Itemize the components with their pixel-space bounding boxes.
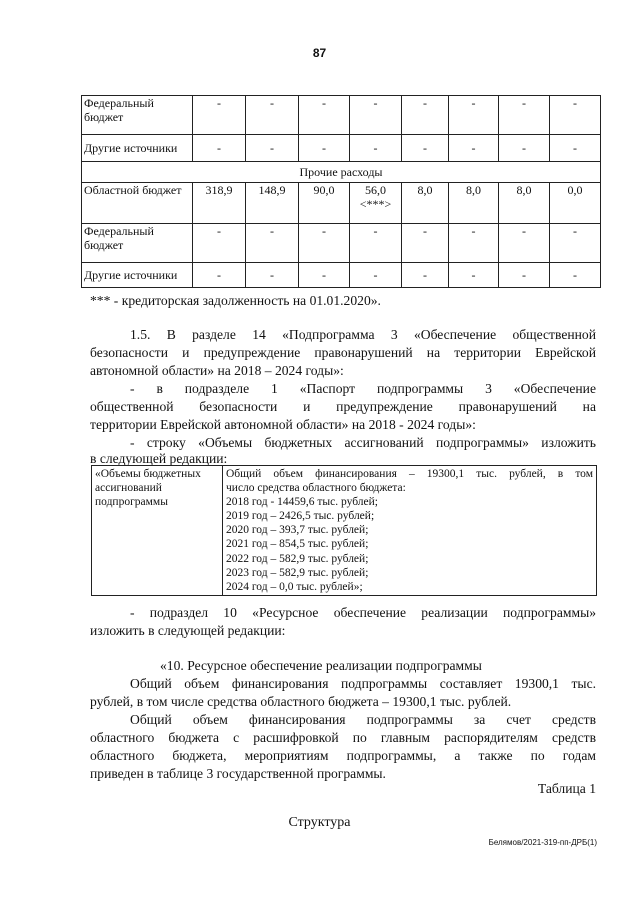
table-cell: - <box>550 224 601 263</box>
paragraph-line: изложить в следующей редакции: <box>90 623 286 638</box>
paragraph-line: Общий объем финансирования подпрограммы за счет средств <box>130 712 596 727</box>
table-cell: - <box>499 224 550 263</box>
table-cell: - <box>402 96 449 135</box>
footnote-ref: <***> <box>359 197 392 211</box>
table-cell: 148,9 <box>246 183 299 224</box>
row-label: Федеральный бюджет <box>82 224 193 263</box>
table-cell-value: Общий объем финансирования – 19300,1 тыс. рублей, в том число средства областного бюджета: 2018 год - 14459,6 тыс. рублей; 2019 год – 2426,5 тыс. рублей; 2020 год – 393,7 тыс. рублей; 2021 год – 854,5 тыс. рублей; 2022 год – 582,9 тыс. рублей; 2023 год – 582,9 тыс. рублей; 2024 год – 0,0 тыс. рублей»; <box>223 466 597 596</box>
paragraph-line: территории Еврейской автономной области» на 2018 - 2024 годы»: <box>90 417 476 432</box>
table-cell: - <box>193 135 246 162</box>
paragraph-line: безопасности и предупреждение правонарушений на территории Еврейской <box>90 345 596 360</box>
section-header: Прочие расходы <box>82 162 601 183</box>
paragraph-line: - в подразделе 1 «Паспорт подпрограммы 3 «Обеспечение <box>130 381 596 396</box>
paragraph-line: - строку «Объемы бюджетных ассигнований подпрограммы» изложить <box>130 435 596 450</box>
table-cell: - <box>449 96 499 135</box>
table-cell: - <box>550 263 601 288</box>
row-label: Федеральный бюджет <box>82 96 193 135</box>
table-cell: - <box>499 135 550 162</box>
table-cell: - <box>299 263 350 288</box>
paragraph-line: областного бюджета, мероприятиям подпрограммы, а также по годам <box>90 748 596 763</box>
table-cell: 90,0 <box>299 183 350 224</box>
paragraph-line: Общий объем финансирования подпрограммы составляет 19300,1 тыс. <box>130 676 596 691</box>
structure-heading: Структура <box>288 815 351 830</box>
footer-code: Белямов/2021-319-пп-ДРБ(1) <box>488 838 597 847</box>
section-title: «10. Ресурсное обеспечение реализации подпрограммы <box>160 658 482 673</box>
table-cell: - <box>246 135 299 162</box>
paragraph-line: автономной области» на 2018 – 2024 годы»: <box>90 363 344 378</box>
paragraph-line: в следующей редакции: <box>90 451 228 466</box>
table-cell: - <box>299 224 350 263</box>
table-cell: - <box>193 263 246 288</box>
table-cell: - <box>449 263 499 288</box>
row-label: Другие источники <box>82 263 193 288</box>
table-row <box>92 466 597 596</box>
table-cell: 8,0 <box>402 183 449 224</box>
table-cell: - <box>193 96 246 135</box>
table-row <box>82 135 601 162</box>
table-cell: - <box>499 96 550 135</box>
table-cell: - <box>246 96 299 135</box>
budget-table <box>81 95 601 288</box>
table-cell: - <box>402 263 449 288</box>
table-cell: - <box>449 135 499 162</box>
table-cell: - <box>350 224 402 263</box>
table-cell: - <box>350 96 402 135</box>
table-row <box>82 224 601 263</box>
paragraph-line: приведен в таблице 3 государственной программы. <box>90 766 386 781</box>
table-cell: - <box>350 135 402 162</box>
table-row <box>82 183 601 224</box>
table-cell: - <box>246 224 299 263</box>
table-row <box>82 263 601 288</box>
table-cell: - <box>299 96 350 135</box>
table-cell: - <box>499 263 550 288</box>
table-cell: 8,0 <box>449 183 499 224</box>
paragraph-line: 1.5. В разделе 14 «Подпрограмма 3 «Обеспечение общественной <box>130 327 596 342</box>
paragraph-line: областного бюджета с расшифровкой по главным распорядителям средств <box>90 730 596 745</box>
resource-table <box>91 465 597 596</box>
page-number: 87 <box>312 46 327 60</box>
table-row <box>82 96 601 135</box>
table-cell: 56,0 <***> <box>350 183 402 224</box>
table-cell-label: «Объемы бюджетных ассигнований подпрограммы <box>92 466 223 596</box>
table-cell: - <box>193 224 246 263</box>
table-cell: - <box>402 135 449 162</box>
table-cell: - <box>550 135 601 162</box>
footnote: *** - кредиторская задолженность на 01.01.2020». <box>90 293 381 308</box>
table-cell: - <box>550 96 601 135</box>
table-label: Таблица 1 <box>537 781 596 796</box>
row-label: Другие источники <box>82 135 193 162</box>
paragraph-line: - подраздел 10 «Ресурсное обеспечение реализации подпрограммы» <box>130 605 596 620</box>
table-cell: - <box>350 263 402 288</box>
row-label: Областной бюджет <box>82 183 193 224</box>
table-cell: 318,9 <box>193 183 246 224</box>
paragraph-line: общественной безопасности и предупреждение правонарушений на <box>90 399 596 414</box>
table-cell: - <box>246 263 299 288</box>
table-cell: - <box>402 224 449 263</box>
table-cell: 0,0 <box>550 183 601 224</box>
table-cell: - <box>299 135 350 162</box>
section-header-row <box>82 162 601 183</box>
paragraph-line: рублей, в том числе средства областного бюджета – 19300,1 тыс. рублей. <box>90 694 512 709</box>
table-cell: 8,0 <box>499 183 550 224</box>
table-cell: - <box>449 224 499 263</box>
